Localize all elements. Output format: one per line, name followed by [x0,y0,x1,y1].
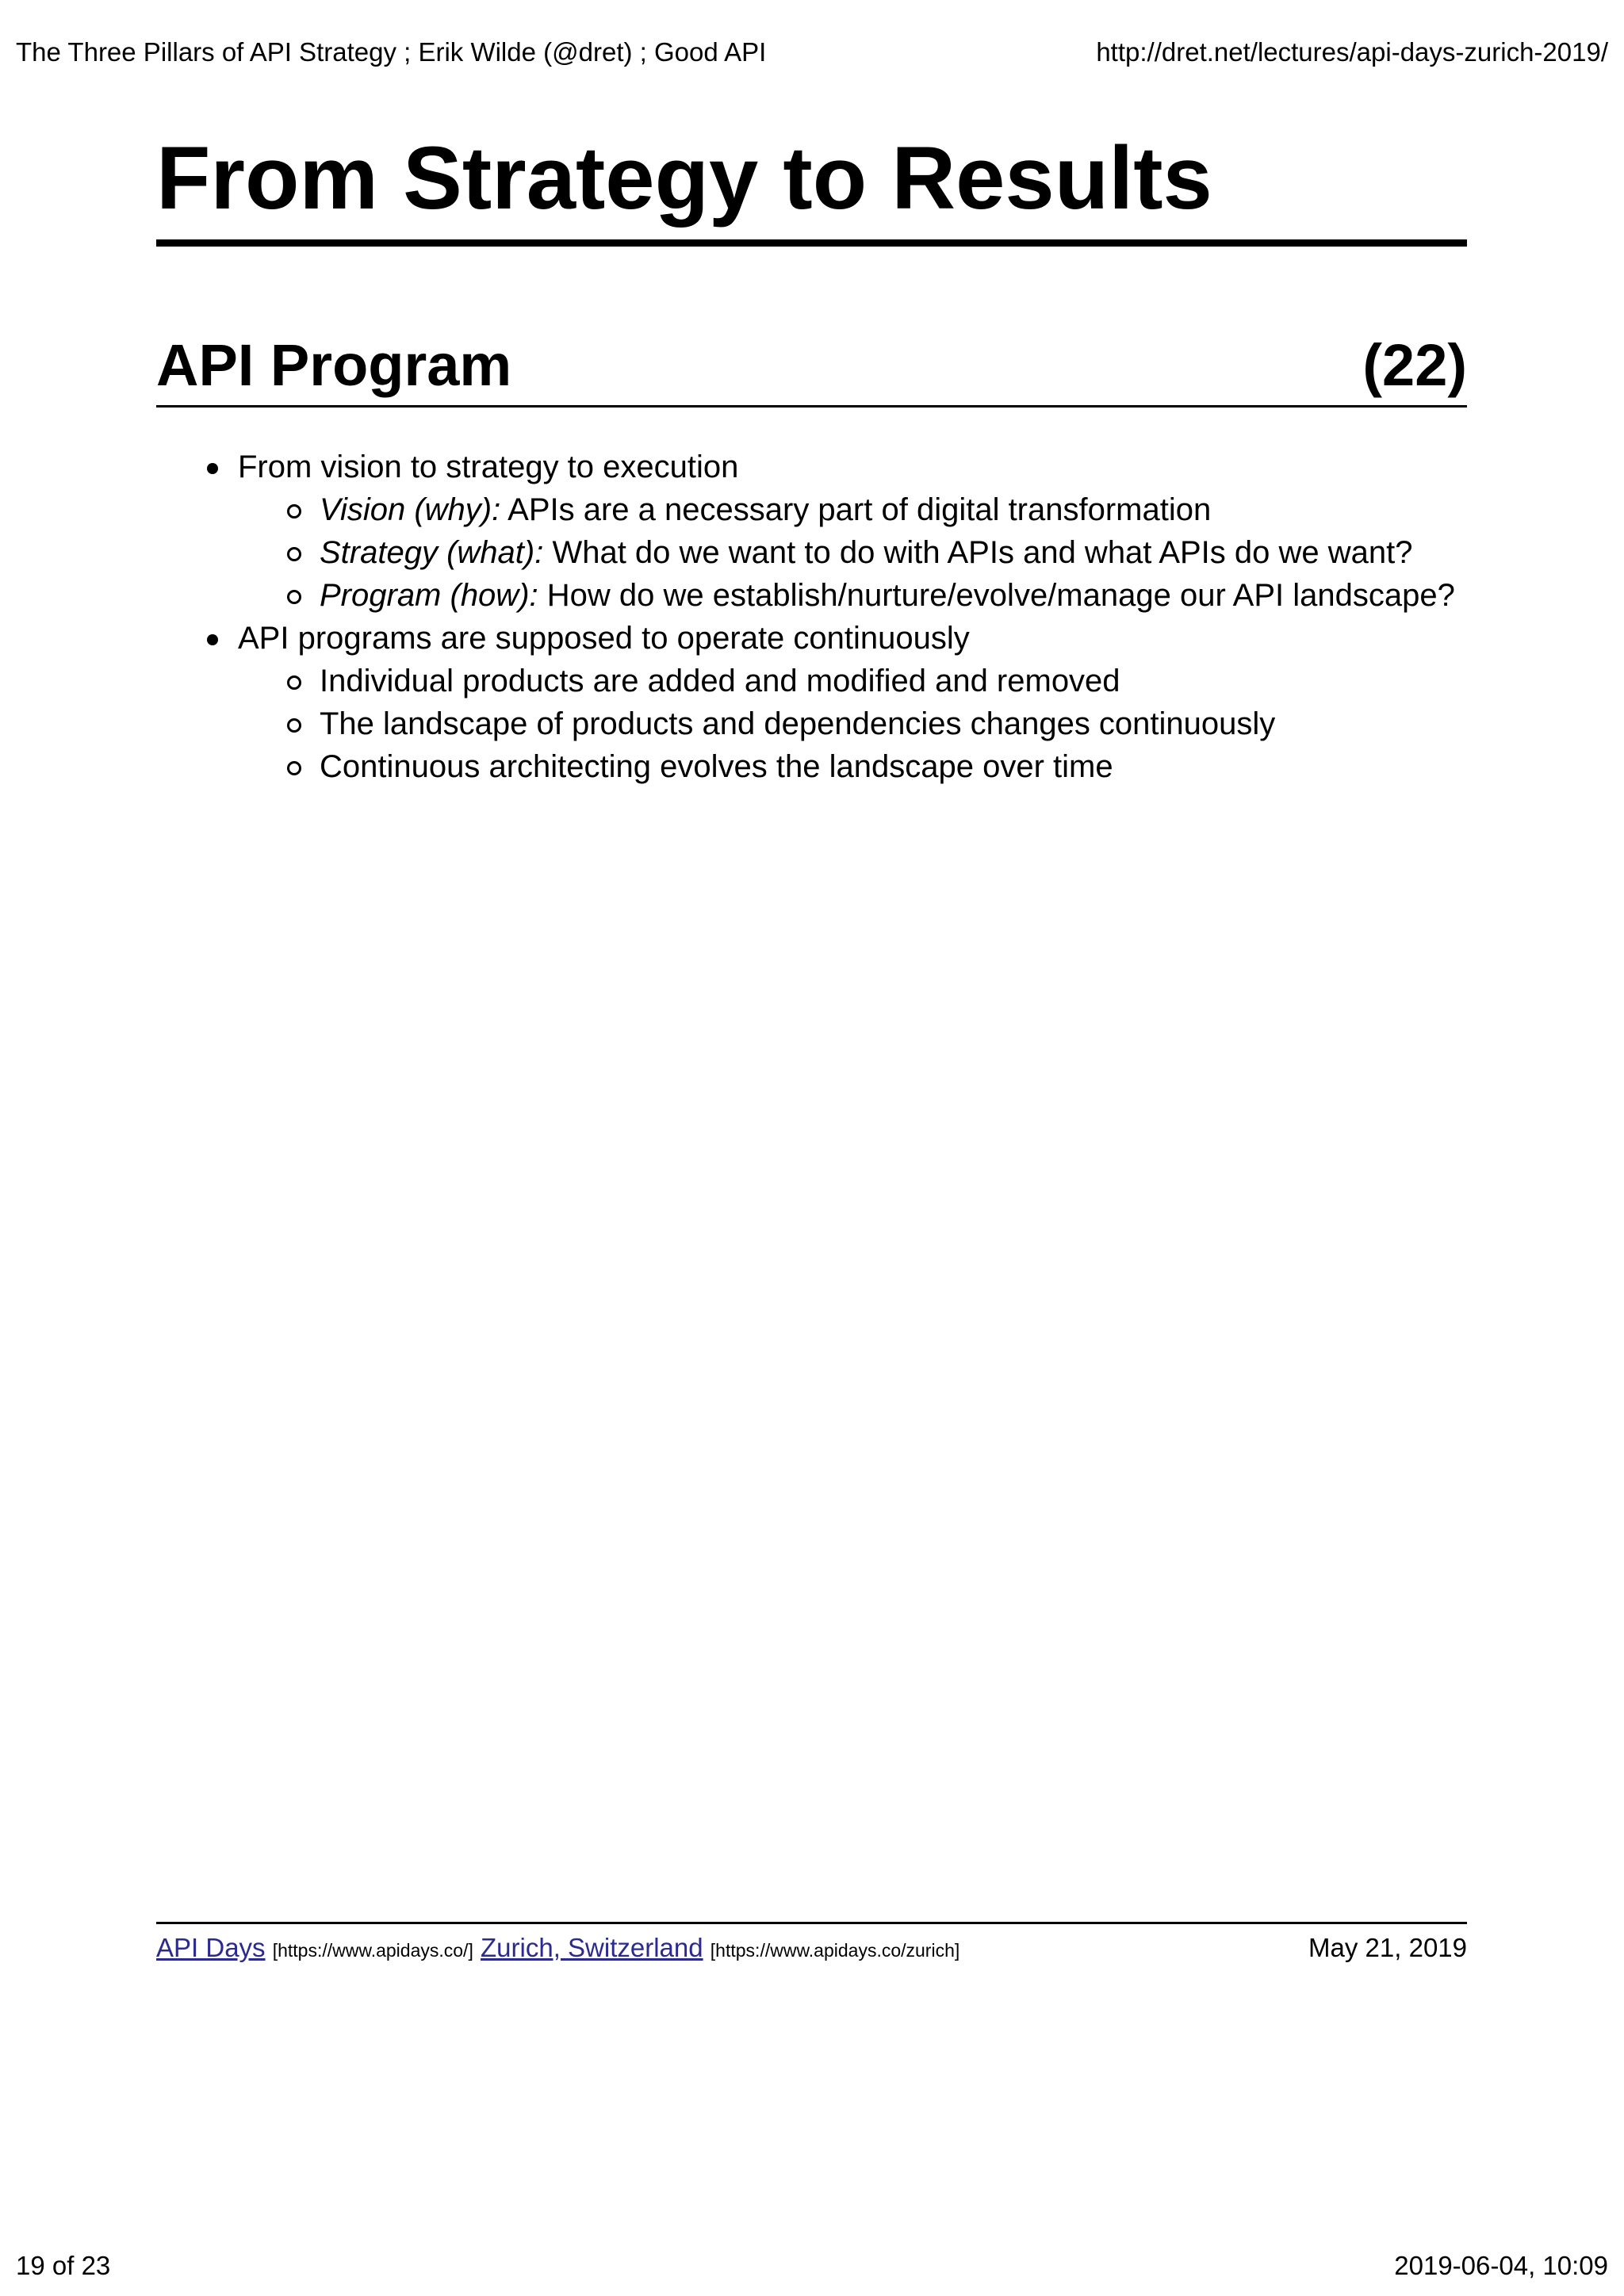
circle-bullet-icon [287,761,301,775]
list-item [238,488,1467,531]
list-item-text: Individual products are added and modified and removed [320,664,1120,698]
footer-links [156,1931,959,1968]
disc-bullet-icon [207,463,218,474]
page-counter: 19 of 23 [16,2251,111,2280]
circle-bullet-icon [287,590,301,604]
list-item [156,446,1467,617]
list-item-text: What do we want to do with APIs and what APIs do we want? [543,535,1413,570]
list-item-text: APIs are a necessary part of digital transformation [500,492,1212,527]
bullet-list [156,446,1467,788]
footer-date: May 21, 2019 [1308,1933,1467,1962]
list-item-term: Strategy (what): [320,535,544,570]
sub-bullet-list [238,488,1467,617]
slide-footer [156,1922,1467,1972]
zurich-link[interactable]: Zurich, Switzerland [481,1933,703,1962]
print-timestamp: 2019-06-04, 10:09 [1394,2251,1608,2280]
zurich-url: [https://www.apidays.co/zurich] [710,1940,960,1961]
section-number: (22) [1362,332,1467,398]
api-days-link[interactable]: API Days [156,1933,266,1962]
list-item-text: Continuous architecting evolves the landscape over time [320,749,1113,784]
list-item [238,531,1467,574]
list-item-text: How do we establish/nurture/evolve/manage our API landscape? [538,578,1455,613]
print-header [16,35,1608,70]
list-item [238,574,1467,617]
circle-bullet-icon [287,547,301,561]
list-item-text: API programs are supposed to operate continuously [238,621,970,656]
list-item [156,617,1467,788]
list-item-term: Vision (why): [320,492,501,527]
circle-bullet-icon [287,504,301,519]
print-header-title: The Three Pillars of API Strategy ; Erik Wilde (@dret) ; Good API [16,37,767,67]
api-days-url: [https://www.apidays.co/] [272,1940,473,1961]
disc-bullet-icon [207,634,218,645]
circle-bullet-icon [287,718,301,733]
slide [156,127,1467,788]
list-item [238,702,1467,745]
list-item-term: Program (how): [320,578,538,613]
sub-bullet-list [238,660,1467,788]
section-header [156,332,1467,408]
section-title: API Program [156,332,512,398]
print-footer [16,2248,1608,2283]
list-item-text: The landscape of products and dependencies changes continuously [320,706,1276,741]
slide-title: From Strategy to Results [156,127,1467,247]
circle-bullet-icon [287,675,301,690]
print-header-url: http://dret.net/lectures/api-days-zurich-2019/ [1096,37,1608,67]
list-item-text: From vision to strategy to execution [238,450,739,484]
list-item [238,660,1467,702]
list-item [238,745,1467,788]
